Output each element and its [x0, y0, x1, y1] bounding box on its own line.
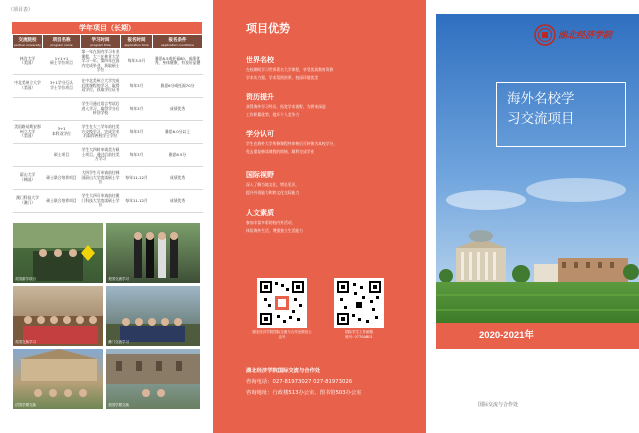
year-band: [436, 323, 639, 349]
table-cell: 每年3月: [121, 120, 153, 143]
table-row: [13, 74, 203, 97]
table-cell: 3+1 本科双学位: [43, 120, 81, 143]
cover-title-line: 习交流项目: [507, 111, 575, 127]
contact-address: 咨询地址：行政楼513办公室、图书馆503办公室: [246, 390, 362, 396]
qr-caption: 国际学生工作邮箱 账号: 0770AB01: [345, 330, 373, 339]
photo-caption: 澳门交流学习: [108, 340, 129, 344]
table-header-cell: 报名时间 application time: [121, 35, 153, 49]
photo-3: [12, 285, 104, 347]
table-cell: 每年3-5月: [121, 49, 153, 75]
qr-caption: 湖北经济学院国际交流与合作处微信公众号: [252, 330, 312, 339]
year-label: 2020-2021年: [479, 330, 534, 341]
wechat-qr-code: [257, 278, 307, 328]
photo-caption: 法国学期交换: [15, 403, 36, 407]
building-illustration: [106, 349, 201, 410]
photo-5: [12, 348, 104, 410]
table-row: [13, 97, 203, 120]
table-cell: 硕士联合培养项目: [43, 166, 81, 189]
qr-code-icon: [336, 280, 382, 326]
section-text: 参加丰富多彩的校内外活动， 体验海外生活，增强独立生活能力: [246, 220, 303, 233]
table-title: 学年项目（长期）: [12, 22, 202, 34]
table-cell: 每年11-12月: [121, 189, 153, 212]
contact-office: 湖北经济学院国际交流与合作处: [246, 368, 321, 374]
email-qr-code: [334, 278, 384, 328]
section-text: 在校期间学习世界著名大学课程，享受优质教育资源 学术实力强，学术氛围浓厚，校园环境优美: [246, 67, 334, 80]
building-illustration: [13, 349, 104, 410]
section-text: 深入了解当地文化，增长见识， 提升外语能力和跨文化交际能力: [246, 182, 300, 195]
table-cell: 每年11-12月: [121, 166, 153, 189]
table-cell: 雅思6分或托福70分: [153, 74, 203, 97]
table-cell: 林肯大学 （美国）: [13, 49, 43, 75]
table-header-cell: 报名条件 application conditions: [153, 35, 203, 49]
cover-title: [507, 89, 622, 129]
photo-6: [105, 348, 201, 410]
people-illustration: [13, 286, 104, 347]
cover-title-line: 海外名校学: [507, 91, 575, 107]
table-cell: 1+1+1 硕士学位项目: [43, 49, 81, 75]
table-cell: 学生可通过语言考试后进入学习，取得学分后转回学校: [81, 97, 121, 120]
program-table: [12, 34, 203, 213]
cover-scene-illustration: [426, 0, 639, 433]
table-body: [13, 49, 203, 213]
section-text: 获得海外学习经历，拓宽学术视野，为将来深造 工作积累优势，提升个人竞争力: [246, 104, 326, 117]
table-cell: 第一年在国内学习专业课程，大三在林肯大学学习一年，第四年在国内完成毕业，获取硕士学位: [81, 49, 121, 75]
section-heading: 人文素质: [246, 209, 274, 217]
table-cell: [13, 97, 43, 120]
table-header-row: [13, 35, 203, 49]
photo-4: [105, 285, 201, 347]
people-illustration: [106, 223, 201, 284]
table-cell: 大四学生可申请前往韩国蔚山大学攻读硕士学位: [81, 166, 121, 189]
photo-caption: 美国学期交换: [108, 403, 129, 407]
table-cell: [13, 143, 43, 166]
table-cell: 学生在大三学年前往美方交换学习，完成学业后取得两校学士学位: [81, 120, 121, 143]
photo-caption: 英国交换学习: [15, 340, 36, 344]
section-heading: 资历提升: [246, 93, 274, 101]
university-logo-text: 湖北经济学院: [558, 31, 613, 41]
table-row: [13, 120, 203, 143]
advantages-title: 项目优势: [246, 22, 290, 35]
table-cell: 在中北美州立大学完成后续课程的学习，取得双学位，获取学位证书: [81, 74, 121, 97]
people-illustration: [106, 286, 201, 347]
section-heading: 世界名校: [246, 56, 274, 64]
table-cell: 雅思6.5分: [153, 143, 203, 166]
table-cell: [43, 97, 81, 120]
table-cell: 中北美州立大学 （美国）: [13, 74, 43, 97]
table-row: [13, 189, 203, 212]
table-cell: 雅思6.0分以上: [153, 120, 203, 143]
photo-2: [105, 222, 201, 284]
office-label: 国际交流与合作处: [478, 402, 519, 408]
photo-caption: 英国游学项目: [15, 277, 36, 281]
table-cell: 澳门科技大学 （澳门）: [13, 189, 43, 212]
qr-code-icon: [259, 280, 305, 326]
photo-1: [12, 222, 104, 284]
middle-panel: [213, 0, 426, 433]
table-header-cell: 学习时间 program time: [81, 35, 121, 49]
table-cell: 成绩优秀: [153, 166, 203, 189]
university-emblem-icon: [534, 24, 556, 46]
table-row: [13, 49, 203, 75]
table-cell: 成绩优秀: [153, 189, 203, 212]
people-illustration: [13, 223, 104, 284]
table-row: [13, 166, 203, 189]
table-cell: 成绩优秀: [153, 97, 203, 120]
left-panel: [0, 0, 213, 433]
section-text: 学生在海外大学所修课程经审核后可转换为本校学分， 免去重复修读课程的烦恼，顺利完成学业: [246, 141, 338, 154]
table-header-cell: 项目名称 program name: [43, 35, 81, 49]
section-heading: 学分认可: [246, 130, 274, 138]
contact-phone: 咨询电话：027-81973027 027-81973026: [246, 379, 353, 385]
table-row: [13, 143, 203, 166]
table-cell: 学生大四时申请美方硕士项目，通过后前往美方学习: [81, 143, 121, 166]
section-heading: 国际视野: [246, 171, 274, 179]
photo-caption: 美国交流学习: [108, 277, 129, 281]
table-cell: 每年3月: [121, 97, 153, 120]
table-cell: 美国路易斯安那州立大学 （美国）: [13, 120, 43, 143]
section-tag: （项目表）: [8, 7, 34, 13]
table-header-cell: 交流院校 partner university: [13, 35, 43, 49]
table-cell: 蔚山大学 （韩国）: [13, 166, 43, 189]
table-cell: 硕士项目: [43, 143, 81, 166]
table-cell: 每年3月: [121, 74, 153, 97]
table-cell: 学生大四可申请前往澳门科技大学攻读硕士学位: [81, 189, 121, 212]
table-cell: 3+1学分互认 学士学位项目: [43, 74, 81, 97]
table-cell: 每年3月: [121, 143, 153, 166]
table-cell: 雅思6.5或托福80，成绩优秀，身体健康，有良好品德: [153, 49, 203, 75]
right-panel: [426, 0, 639, 433]
table-cell: 硕士联合培养项目: [43, 189, 81, 212]
